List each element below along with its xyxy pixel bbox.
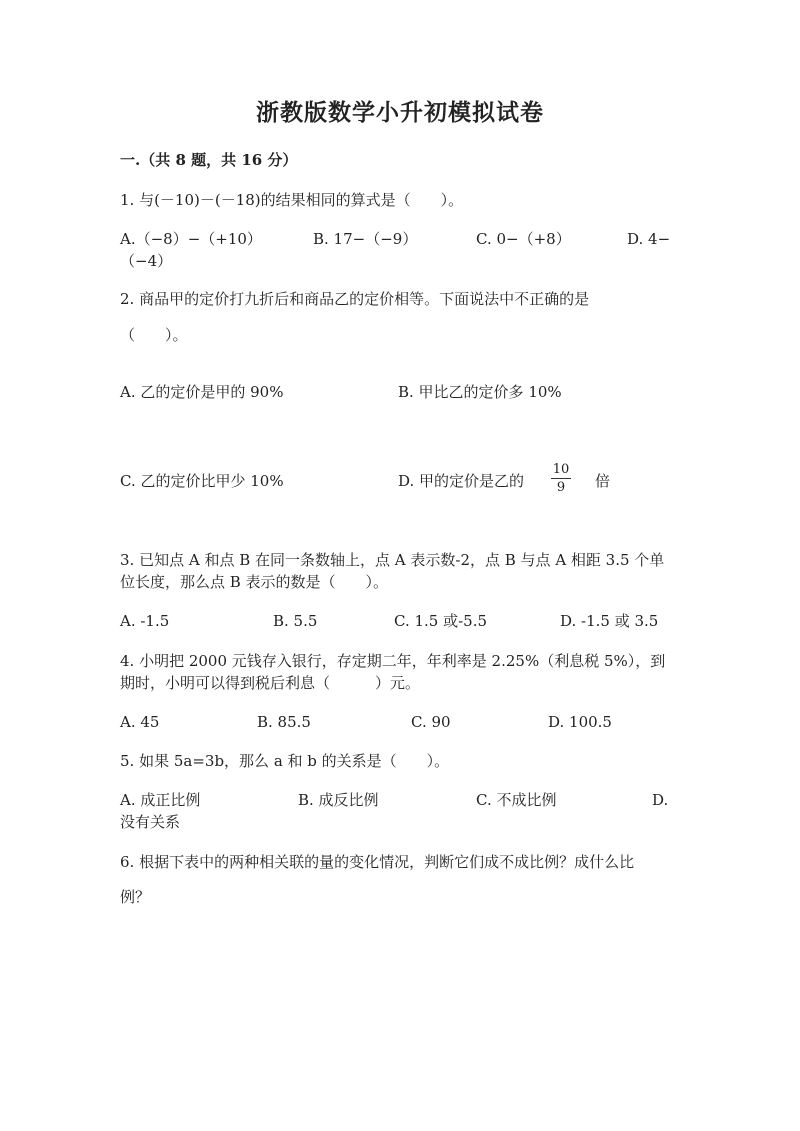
question-6-stem-continued: 例？ bbox=[120, 888, 151, 906]
question-6-stem: 6. 根据下表中的两种相关联的量的变化情况，判断它们成不成比例？成什么比 bbox=[120, 853, 635, 871]
question-1-option-b: B. 17−（−9） bbox=[313, 230, 418, 248]
page-title: 浙教版数学小升初模拟试卷 bbox=[256, 99, 544, 126]
question-5-option-a: A. 成正比例 bbox=[120, 791, 201, 809]
question-2-option-b: B. 甲比乙的定价多 10% bbox=[398, 383, 562, 401]
question-2-stem-continued: （ ）。 bbox=[120, 326, 188, 344]
fraction-bar bbox=[551, 478, 571, 479]
question-4-option-b: B. 85.5 bbox=[257, 713, 311, 731]
question-1-option-a: A.（−8）−（+10） bbox=[120, 230, 262, 248]
question-4-stem-continued: 期时，小明可以得到税后利息（ ）元。 bbox=[120, 674, 421, 692]
question-5-option-d-continued: 没有关系 bbox=[120, 813, 181, 831]
question-3-option-b: B. 5.5 bbox=[273, 612, 318, 630]
question-2-option-d-suffix: 倍 bbox=[595, 472, 611, 490]
question-4-option-c: C. 90 bbox=[411, 713, 451, 731]
question-1-stem: 1. 与(－10)－(－18)的结果相同的算式是（ ）。 bbox=[120, 191, 464, 209]
question-5-option-b: B. 成反比例 bbox=[298, 791, 379, 809]
question-4-option-a: A. 45 bbox=[120, 713, 160, 731]
question-3-option-d: D. -1.5 或 3.5 bbox=[560, 612, 659, 630]
question-2-option-a: A. 乙的定价是甲的 90% bbox=[120, 383, 284, 401]
question-2-option-c: C. 乙的定价比甲少 10% bbox=[120, 472, 284, 490]
question-1-option-d: D. 4− bbox=[627, 230, 671, 248]
question-4-option-d: D. 100.5 bbox=[548, 713, 612, 731]
question-3-option-a: A. -1.5 bbox=[120, 612, 170, 630]
fraction-denominator: 9 bbox=[556, 480, 566, 495]
fraction-numerator: 10 bbox=[552, 462, 570, 477]
question-3-stem-continued: 位长度，那么点 B 表示的数是（ ）。 bbox=[120, 573, 389, 591]
question-2-option-d: D. 甲的定价是乙的 bbox=[398, 472, 525, 490]
section-header: 一.（共 8 题，共 16 分） bbox=[120, 151, 298, 169]
question-4-stem: 4. 小明把 2000 元钱存入银行，存定期二年，年利率是 2.25%（利息税 5%），到 bbox=[120, 652, 666, 670]
question-5-option-d: D. bbox=[652, 791, 669, 809]
question-3-option-c: C. 1.5 或-5.5 bbox=[394, 612, 488, 630]
question-1-option-d-continued: （−4） bbox=[120, 252, 173, 270]
question-1-option-c: C. 0−（+8） bbox=[476, 230, 571, 248]
fraction bbox=[549, 462, 573, 495]
question-5-option-c: C. 不成比例 bbox=[476, 791, 557, 809]
question-2-stem: 2. 商品甲的定价打九折后和商品乙的定价相等。下面说法中不正确的是 bbox=[120, 290, 590, 308]
question-5-stem: 5. 如果 5a=3b，那么 a 和 b 的关系是（ ）。 bbox=[120, 752, 450, 770]
question-3-stem: 3. 已知点 A 和点 B 在同一条数轴上，点 A 表示数-2，点 B 与点 A 相距 3.5 个单 bbox=[120, 551, 665, 569]
